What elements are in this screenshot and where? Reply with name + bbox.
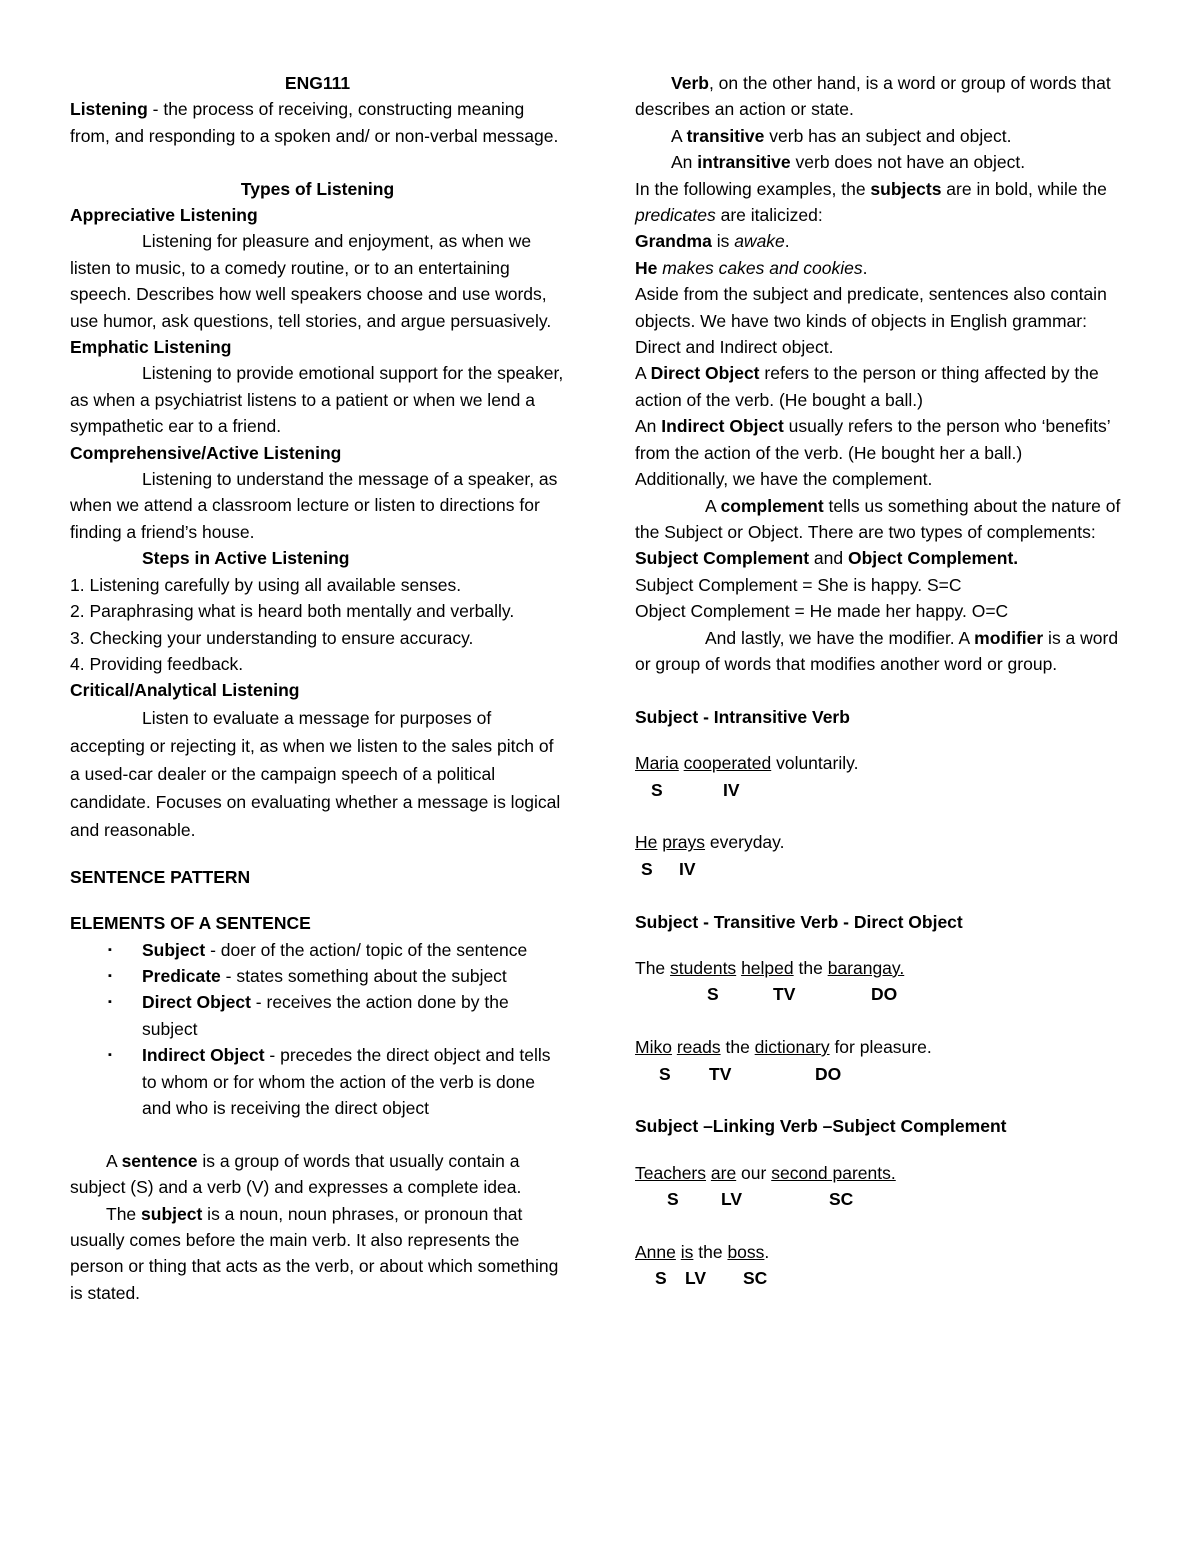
text-run: voluntarily. — [771, 753, 859, 774]
label-row — [635, 1265, 1135, 1291]
pattern-heading: Subject - Intransitive Verb — [635, 706, 850, 727]
spacer — [635, 1008, 1135, 1034]
appreciative-body: Listening for pleasure and enjoyment, as when we listen to music, to a comedy routine, or to an entertaining speech. Describes how well speakers choose and use words, use humor, ask questions, tell stories, and argue persuasively. — [70, 231, 552, 331]
objects-paragraph: Aside from the subject and predicate, sentences also contain objects. We have two kinds of objects in English grammar: Direct and Indirect object. — [635, 284, 1107, 358]
spacer — [70, 1121, 565, 1147]
word-verb: is — [680, 1241, 694, 1262]
types-heading: Types of Listening — [240, 178, 395, 199]
element-term: Direct Object — [142, 992, 251, 1013]
subjects-term: subjects — [870, 178, 942, 199]
step-item: 1. Listening carefully by using all available senses. — [70, 574, 462, 595]
label-do: DO — [815, 1063, 842, 1084]
step-item: 2. Paraphrasing what is heard both mentally and verbally. — [70, 601, 515, 622]
text-run: The — [635, 957, 671, 978]
word-verb: cooperated — [683, 753, 772, 774]
text-run: verb does not have an object. — [790, 152, 1026, 173]
critical-body: Listen to evaluate a message for purposes of accepting or rejecting it, as when we listen to the sales pitch of a used-car dealer or the campaign speech of a political candidate. Focuses on evaluating whether a message is logical and reasonable. — [70, 707, 561, 840]
comprehensive-heading: Comprehensive/Active Listening — [70, 442, 342, 463]
pattern-example — [635, 1160, 1135, 1186]
label-do: DO — [871, 984, 898, 1005]
modifier-term: modifier — [974, 627, 1044, 648]
label-s: S — [707, 984, 719, 1005]
verb-term: Verb — [671, 73, 709, 93]
spacer — [635, 730, 1135, 750]
word-complement: second parents. — [771, 1162, 896, 1183]
pattern-example — [635, 750, 1135, 776]
word-verb: reads — [676, 1037, 721, 1058]
spacer — [635, 1213, 1135, 1239]
example-predicate: awake — [734, 231, 785, 252]
emphatic-heading: Emphatic Listening — [70, 337, 232, 358]
text-run: are italicized: — [715, 205, 823, 226]
pattern-example — [635, 829, 1135, 855]
listening-term: Listening — [70, 99, 148, 120]
label-s: S — [641, 858, 653, 879]
spacer — [635, 1087, 1135, 1113]
label-s: S — [655, 1268, 667, 1289]
transitive-paragraph — [635, 123, 1135, 149]
text-run: refers to the person or thing affected by the action of the verb. (He bought a ball.) — [635, 363, 1099, 410]
bullet-icon: ▪ — [108, 943, 112, 956]
word-verb: prays — [662, 832, 706, 853]
complement-paragraph — [635, 493, 1135, 572]
object-complement-example: Object Complement = He made her happy. O=C — [635, 601, 1009, 622]
word-subject: Teachers — [635, 1162, 707, 1183]
spacer — [635, 882, 1135, 908]
pattern-heading: Subject - Transitive Verb - Direct Object — [635, 911, 963, 932]
text-run: . — [862, 257, 868, 278]
subject-complement-term: Subject Complement — [635, 548, 810, 569]
text-run: usually refers to the person who ‘benefits’ from the action of the verb. (He bought her a ball.) — [635, 416, 1111, 463]
spacer — [635, 1140, 1135, 1160]
document-title: ENG111 — [284, 73, 351, 93]
sentence-pattern-heading: SENTENCE PATTERN — [70, 866, 251, 887]
examples-intro — [635, 176, 1135, 229]
word-verb: are — [710, 1162, 737, 1183]
text-run: The — [106, 1203, 142, 1224]
word-complement: boss — [727, 1241, 765, 1262]
list-item — [108, 1042, 565, 1121]
text-run: A — [671, 125, 687, 146]
direct-object-paragraph — [635, 360, 1135, 413]
subject-paragraph — [70, 1201, 565, 1307]
text-run: And lastly, we have the modifier. A — [705, 627, 975, 648]
predicates-term: predicates — [635, 205, 716, 226]
example-predicate: makes cakes and cookies — [657, 257, 863, 278]
text-run: An — [671, 152, 698, 173]
word-subject: Maria — [635, 753, 679, 774]
example-subject: He — [635, 257, 658, 278]
spacer — [70, 890, 565, 910]
text-run: is a noun, noun phrases, or pronoun that usually comes before the main verb. It also represents the person or thing that acts as the verb, or about which something is stated. — [70, 1203, 559, 1303]
word-object: barangay. — [827, 957, 905, 978]
text-run: . — [784, 231, 790, 252]
label-lv: LV — [721, 1189, 743, 1210]
label-iv: IV — [723, 779, 740, 800]
element-def: - precedes the direct object and tells to whom or for whom the action of the verb is done and who is receiving the direct object — [142, 1045, 551, 1118]
text-run: the — [793, 957, 828, 978]
text-run: A — [106, 1150, 122, 1171]
indirect-object-term: Indirect Object — [661, 416, 784, 437]
intransitive-paragraph — [635, 149, 1135, 175]
subject-term: subject — [141, 1203, 203, 1224]
label-sc: SC — [743, 1268, 768, 1289]
text-run: tells us something about the nature of the Subject or Object. There are two types of complements: — [635, 495, 1121, 542]
label-tv: TV — [709, 1063, 732, 1084]
element-def: - states something about the subject — [220, 965, 507, 986]
spacer — [635, 935, 1135, 955]
text-run: everyday. — [705, 832, 785, 853]
label-sc: SC — [829, 1189, 854, 1210]
word-subject: students — [670, 957, 737, 978]
bullet-icon: ▪ — [108, 996, 112, 1009]
element-def: - receives the action done by the subject — [142, 992, 509, 1039]
word-subject: He — [635, 832, 658, 853]
right-column — [635, 70, 1135, 1292]
word-subject: Anne — [635, 1241, 676, 1262]
label-row — [635, 856, 1135, 882]
word-verb: helped — [741, 957, 794, 978]
label-lv: LV — [685, 1268, 707, 1289]
pattern-heading: Subject –Linking Verb –Subject Complement — [635, 1116, 1007, 1137]
text-run: for pleasure. — [829, 1037, 932, 1058]
list-item — [108, 963, 565, 989]
complement-intro: Additionally, we have the complement. — [635, 469, 933, 490]
text-run: , on the other hand, is a word or group of words that describes an action or state. — [635, 73, 1111, 120]
critical-heading: Critical/Analytical Listening — [70, 680, 300, 701]
direct-object-term: Direct Object — [650, 363, 760, 384]
text-run: the — [693, 1241, 728, 1262]
list-item — [108, 989, 565, 1042]
text-run: A — [635, 363, 651, 384]
text-run: An — [635, 416, 662, 437]
example-sentence — [635, 228, 1135, 254]
text-run: the — [720, 1037, 755, 1058]
object-complement-term: Object Complement. — [848, 548, 1019, 569]
spacer — [635, 677, 1135, 703]
example-subject: Grandma — [635, 231, 712, 252]
step-item: 3. Checking your understanding to ensure accuracy. — [70, 627, 474, 648]
pattern-example — [635, 1034, 1135, 1060]
label-s: S — [651, 779, 663, 800]
bullet-icon: ▪ — [108, 1049, 112, 1062]
spacer — [70, 149, 565, 175]
text-run: is — [711, 231, 735, 252]
label-iv: IV — [679, 858, 696, 879]
emphatic-body: Listening to provide emotional support for the speaker, as when a psychiatrist listens to a patient or when we lend a sympathetic ear to a friend. — [70, 363, 564, 437]
sentence-term: sentence — [121, 1150, 198, 1171]
left-column — [70, 70, 565, 1306]
step-item: 4. Providing feedback. — [70, 653, 244, 674]
label-s: S — [667, 1189, 679, 1210]
complement-term: complement — [720, 495, 824, 516]
list-item — [108, 937, 565, 963]
element-def: - doer of the action/ topic of the sentence — [205, 939, 528, 960]
label-row — [635, 777, 1135, 803]
bullet-icon: ▪ — [108, 969, 112, 982]
label-row — [635, 1061, 1135, 1087]
comprehensive-body: Listening to understand the message of a speaker, as when we attend a classroom lecture or listen to directions for finding a friend’s house. — [70, 469, 558, 542]
label-row — [635, 981, 1135, 1007]
text-run: is a word or group of words that modifies another word or group. — [635, 627, 1119, 674]
label-row — [635, 1186, 1135, 1212]
pattern-example — [635, 955, 1135, 981]
element-term: Indirect Object — [142, 1045, 265, 1066]
spacer — [70, 844, 565, 864]
text-run: verb has an subject and object. — [764, 125, 1012, 146]
modifier-paragraph — [635, 625, 1135, 678]
example-sentence — [635, 255, 1135, 281]
pattern-example — [635, 1239, 1135, 1265]
label-tv: TV — [773, 984, 796, 1005]
indirect-object-paragraph — [635, 413, 1135, 466]
elements-heading: ELEMENTS OF A SENTENCE — [70, 913, 311, 934]
steps-heading: Steps in Active Listening — [142, 548, 350, 569]
text-run: our — [736, 1162, 772, 1183]
listening-def-text: - the process of receiving, constructing meaning from, and responding to a spoken and/ or non-verbal message. — [70, 99, 559, 146]
element-term: Subject — [142, 939, 206, 960]
intransitive-term: intransitive — [697, 152, 791, 173]
elements-list — [70, 937, 565, 1122]
word-subject: Miko — [635, 1037, 672, 1058]
word-object: dictionary — [754, 1037, 830, 1058]
sentence-paragraph — [70, 1148, 565, 1201]
subject-complement-example: Subject Complement = She is happy. S=C — [635, 574, 962, 595]
text-run: A — [705, 495, 721, 516]
text-run: In the following examples, the — [635, 178, 871, 199]
element-term: Predicate — [142, 965, 221, 986]
text-run: are in bold, while the — [941, 178, 1107, 199]
listening-definition — [70, 96, 565, 149]
verb-paragraph — [635, 70, 1135, 123]
text-run: and — [809, 548, 848, 569]
text-run: is a group of words that usually contain a subject (S) and a verb (V) and expresses a complete idea. — [70, 1150, 522, 1198]
appreciative-heading: Appreciative Listening — [70, 205, 258, 226]
transitive-term: transitive — [686, 125, 765, 146]
text-run: . — [764, 1241, 770, 1262]
label-s: S — [659, 1063, 671, 1084]
spacer — [635, 803, 1135, 829]
